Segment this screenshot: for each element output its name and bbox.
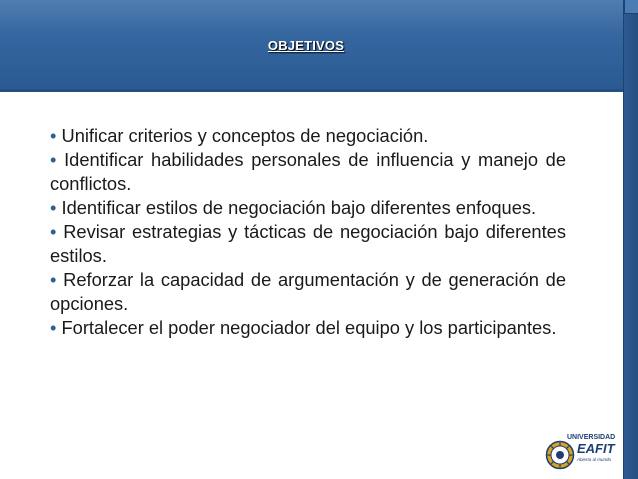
list-item-text: Identificar habilidades personales de influencia y manejo de conflictos. bbox=[50, 149, 566, 194]
university-logo bbox=[545, 430, 625, 472]
bullet-icon: • bbox=[50, 149, 57, 170]
list-item-text: Unificar criterios y conceptos de negociación. bbox=[61, 125, 429, 146]
bullet-icon: • bbox=[50, 221, 57, 242]
list-item bbox=[50, 268, 566, 316]
list-item bbox=[50, 196, 566, 220]
logo-tagline: Abierta al mundo bbox=[577, 457, 612, 462]
list-item bbox=[50, 148, 566, 196]
list-item-text: Fortalecer el poder negociador del equipo y los participantes. bbox=[61, 317, 557, 338]
logo-name: EAFIT bbox=[577, 441, 615, 456]
bullet-icon: • bbox=[50, 317, 57, 338]
list-item bbox=[50, 124, 566, 148]
logo-wordmark: UNIVERSIDAD bbox=[567, 434, 616, 441]
bullet-icon: • bbox=[50, 125, 57, 146]
list-item-text: Reforzar la capacidad de argumentación y de generación de opciones. bbox=[50, 269, 566, 314]
bullet-icon: • bbox=[50, 269, 57, 290]
right-edge-strip bbox=[623, 0, 638, 479]
list-item bbox=[50, 220, 566, 268]
objectives-list bbox=[50, 124, 566, 340]
list-item bbox=[50, 316, 566, 340]
slide-title: OBJETIVOS bbox=[267, 38, 345, 53]
university-seal-icon bbox=[545, 440, 575, 470]
bullet-icon: • bbox=[50, 197, 57, 218]
list-item-text: Revisar estrategias y tácticas de negociación bajo diferentes estilos. bbox=[50, 221, 566, 266]
right-edge-corner-block bbox=[624, 0, 638, 14]
list-item-text: Identificar estilos de negociación bajo diferentes enfoques. bbox=[61, 197, 537, 218]
